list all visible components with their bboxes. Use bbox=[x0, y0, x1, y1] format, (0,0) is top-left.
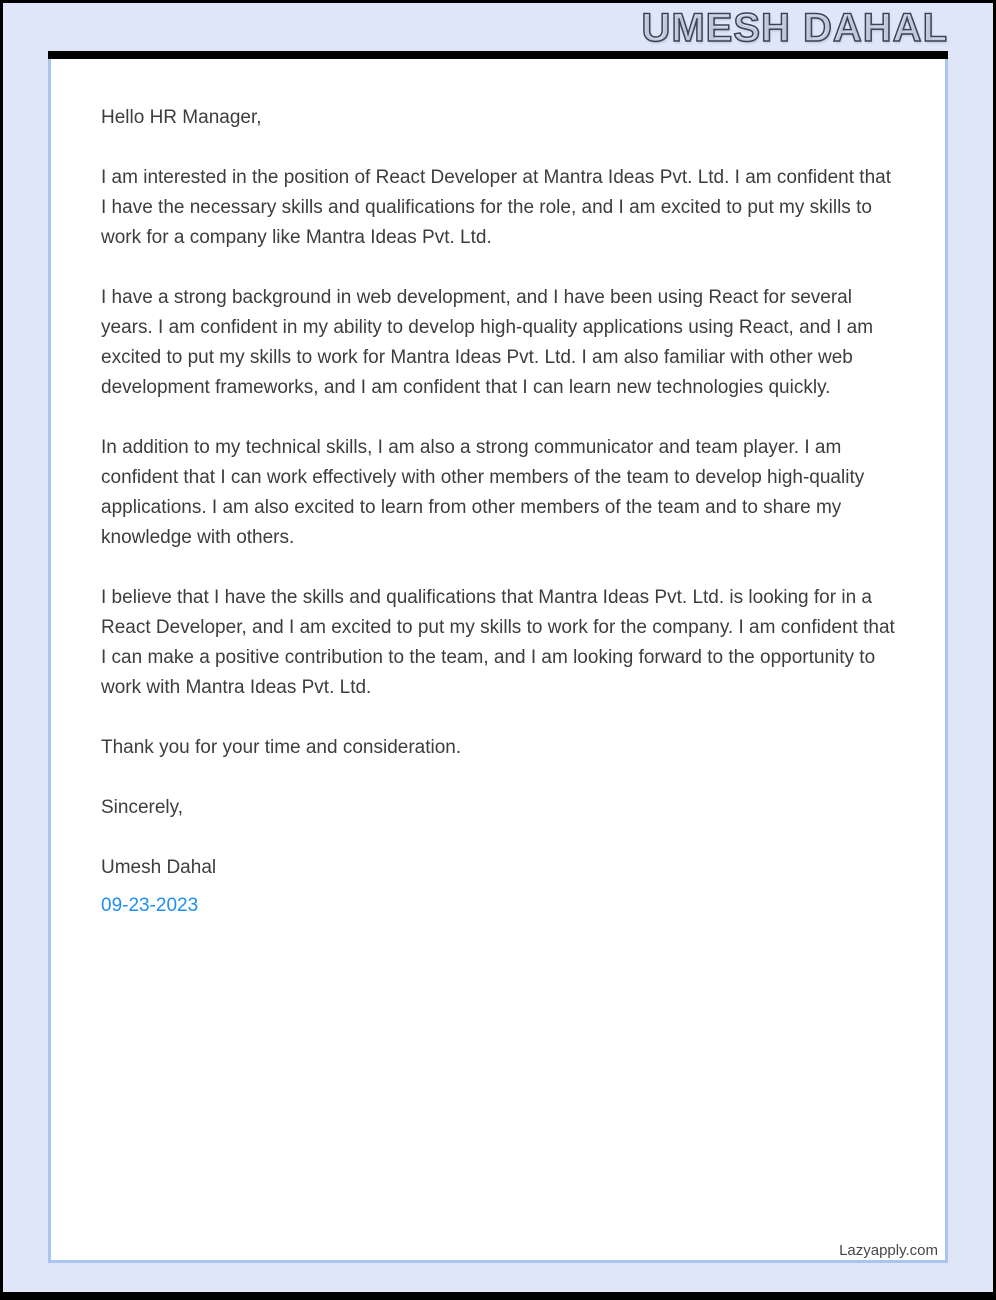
watermark-brand-text: Lazyapply.com bbox=[839, 1242, 938, 1259]
letter-paragraph: In addition to my technical skills, I am also a strong communicator and team player. I am confident that I can work effectively with other members of the team to develop high-quality applications. I am also excited to learn from other members of the team and to share my knowledge with others. bbox=[101, 437, 865, 548]
letter-date: 09-23-2023 bbox=[101, 895, 199, 916]
header-divider-rule bbox=[48, 51, 948, 59]
candidate-name-heading: UMESH DAHAL bbox=[641, 6, 948, 50]
signature-name: Umesh Dahal bbox=[101, 857, 217, 878]
header bbox=[3, 3, 993, 51]
letter-paragraph: I am interested in the position of React Developer at Mantra Ideas Pvt. Ltd. I am confident that I have the necessary skills and qualifications for the role, and I am excited to put my skills to work for a company like Mantra Ideas Pvt. Ltd. bbox=[101, 167, 891, 248]
closing-text: Sincerely, bbox=[101, 797, 184, 818]
thanks-text: Thank you for your time and consideration. bbox=[101, 737, 462, 758]
letter-paragraph: I believe that I have the skills and qualifications that Mantra Ideas Pvt. Ltd. is looking for in a React Developer, and I am excited to put my skills to work for the company. I am confident that I can make a positive contribution to the team, and I am looking forward to the opportunity to work with Mantra Ideas Pvt. Ltd. bbox=[101, 587, 895, 698]
greeting-text: Hello HR Manager, bbox=[101, 107, 262, 128]
letter-document bbox=[48, 59, 948, 1263]
letter-paragraph: I have a strong background in web development, and I have been using React for several years. I am confident in my ability to develop high-quality applications using React, and I am excited to put my skills to work for Mantra Ideas Pvt. Ltd. I am also familiar with other web development frameworks, and I am confident that I can learn new technologies quickly. bbox=[101, 287, 874, 398]
